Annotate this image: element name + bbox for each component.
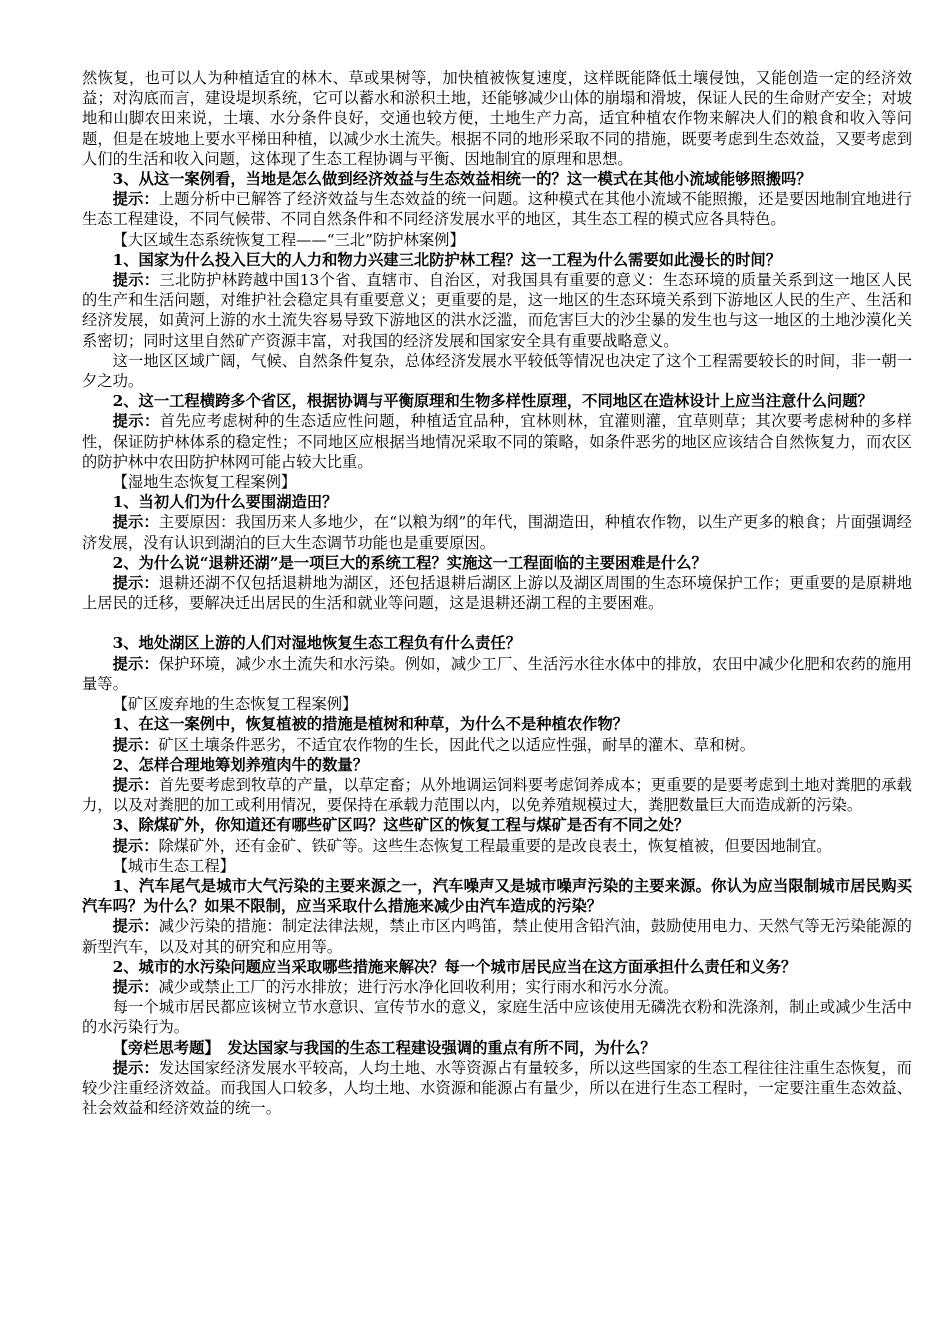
hint-paragraph — [82, 189, 912, 229]
hint-text: 保护环境，减少水土流失和水污染。例如，减少工厂、生活污水往水体中的排放，农田中减少化肥和农药的施用量等。 — [82, 654, 912, 693]
section-heading: 【湿地生态恢复工程案例】 — [112, 473, 297, 492]
question: 3、除煤矿外，你知道还有哪些矿区吗？这些矿区的恢复工程与煤矿是否有不同之处？ — [112, 816, 690, 835]
hint-text: 矿区土壤条件恶劣，不适宜农作物的生长，因此代之以适应性强，耐旱的灌木、草和树。 — [158, 735, 756, 754]
document-page — [82, 68, 912, 1118]
hint-text: 首先应考虑树种的生态适应性问题，种植适宜品种，宜林则林，宜灌则灌，宜草则草；其次要考虑树种的多样性，保证防护林体系的稳定性；不同地区应根据当地情况采取不同的策略，如条件恶劣的地区应该结合自然恢复力，而农区的防护林中农田防护林网可能占较大比重。 — [82, 412, 912, 471]
hint-label: 提示： — [112, 775, 159, 794]
hint-label: 提示： — [112, 412, 160, 431]
hint-text: 主要原因：我国历来人多地少，在“以粮为纲”的年代，围湖造田，种植农作物，以生产更多的粮食；片面强调经济发展，没有认识到湖泊的巨大生态调节功能也是重要原因。 — [82, 513, 912, 552]
hint-label: 提示： — [112, 735, 159, 754]
hint-paragraph — [82, 573, 912, 613]
hint-paragraph — [82, 735, 912, 755]
question: 1、汽车尾气是城市大气污染的主要来源之一，汽车噪声又是城市噪声污染的主要来源。你认为应当限制城市居民购买汽车吗？为什么？如果不限制，应当采取什么措施来减少由汽车造成的污染？ — [82, 876, 912, 916]
section-heading: 【城市生态工程】 — [112, 856, 235, 875]
hint-paragraph — [82, 270, 912, 351]
hint-label: 提示： — [112, 836, 159, 855]
hint-text: 上题分析中已解答了经济效益与生态效益的统一问题。这种模式在其他小流域不能照搬，还是要因地制宜地进行生态工程建设，不同气候带、不同自然条件和不同经济发展水平的地区，其生态工程的模式应各具特色。 — [82, 190, 912, 229]
hint-paragraph — [82, 512, 912, 552]
hint-paragraph — [82, 775, 912, 815]
hint-paragraph — [82, 654, 912, 694]
hint-label: 提示： — [112, 513, 159, 532]
hint-label: 提示： — [112, 190, 159, 209]
hint-text: 减少污染的措施：制定法律法规，禁止市区内鸣笛，禁止使用含铅汽油，鼓励使用电力、天然气等无污染能源的新型汽车，以及对其的研究和应用等。 — [82, 917, 912, 956]
hint-paragraph — [82, 1058, 912, 1119]
question: 3、从这一案例看，当地是怎么做到经济效益与生态效益相统一的？这一模式在其他小流域能够照搬吗？ — [112, 170, 812, 189]
hint-label: 提示： — [112, 977, 159, 996]
paragraph-text: 然恢复，也可以人为种植适宜的林木、草或果树等，加快植被恢复速度，这样既能降低土壤侵蚀，又能创造一定的经济效益；对沟底而言，建设堤坝系统，它可以蓄水和淤积土地，还能够减少山体的崩塌和滑坡，保证人民的生命财产安全；对坡地和山脚农田来说，土壤、水分条件良好，交通也较方便，土地生产力高，适宜种植农作物来解决人们的粮食和收入等问题，但是在坡地上要水平梯田种植，以减少水土流失。根据不同的地形采取不同的措施，既要考虑到生态效益，又要考虑到人们的生活和收入问题，这体现了生态工程协调与平衡、因地制宜的原理和思想。 — [82, 69, 912, 168]
paragraph — [82, 68, 912, 169]
hint-text: 退耕还湖不仅包括退耕地为湖区，还包括退耕后湖区上游以及湖区周围的生态环境保护工作；更重要的是原耕地上居民的迁移，要解决迁出居民的生活和就业等问题，这是退耕还湖工程的主要困难。 — [82, 574, 912, 613]
paragraph-text: 这一地区区域广阔，气候、自然条件复杂，总体经济发展水平较低等情况也决定了这个工程需要较长的时间，非一朝一夕之功。 — [82, 351, 912, 391]
hint-label: 提示： — [112, 917, 159, 936]
paragraph-text: 每一个城市居民都应该树立节水意识、宣传节水的意义，家庭生活中应该使用无磷洗衣粉和洗涤剂，制止或减少生活中的水污染行为。 — [82, 998, 912, 1037]
question: 2、城市的水污染问题应当采取哪些措施来解决？每一个城市居民应当在这方面承担什么责任和义务？ — [112, 957, 797, 976]
question: 3、地处湖区上游的人们对湿地恢复生态工程负有什么责任？ — [112, 634, 521, 653]
hint-paragraph — [82, 836, 912, 856]
blank-line — [82, 613, 912, 633]
question: 2、怎样合理地筹划养殖肉牛的数量？ — [112, 755, 368, 774]
hint-text: 三北防护林跨越中国13个省、直辖市、自治区，对我国具有重要的意义：生态环境的质量关系到这一地区人民的生产和生活问题，对维护社会稳定具有重要意义；更重要的是，这一地区的生态环境关系到下游地区人民的生产、生活和经济发展，如黄河上游的水土流失容易导致下游地区的洪水泛滥，而危害巨大的沙尘暴的发生也与这一地区的土地沙漠化关系密切；同时这里自然矿产资源丰富，对我国的经济发展和国家安全具有重要战略意义。 — [82, 271, 912, 350]
hint-text: 发达国家经济发展水平较高，人均土地、水等资源占有量较多，所以这些国家的生态工程往往注重生态恢复，而较少注重经济效益。而我国人口较多，人均土地、水资源和能源占有量少，所以在进行生态工程时，一定要注重生态效益、社会效益和经济效益的统一。 — [82, 1058, 912, 1118]
question: 1、当初人们为什么要围湖造田？ — [112, 493, 338, 512]
question: 2、为什么说“退耕还湖”是一项巨大的系统工程？实施这一工程面临的主要困难是什么？ — [112, 553, 707, 572]
hint-label: 提示： — [112, 574, 159, 593]
question: 1、在这一案例中，恢复植被的措施是植树和种草，为什么不是种植农作物？ — [112, 715, 629, 734]
hint-label: 提示： — [112, 654, 159, 673]
hint-paragraph — [82, 977, 912, 997]
hint-paragraph — [82, 916, 912, 956]
hint-label: 提示： — [112, 271, 160, 290]
question: 【旁栏思考题】 发达国家与我国的生态工程建设强调的重点有所不同，为什么？ — [112, 1038, 656, 1057]
hint-text: 除煤矿外，还有金矿、铁矿等。这些生态恢复工程最重要的是改良表土，恢复植被，但要因地制宜。 — [158, 836, 832, 855]
hint-text: 减少或禁止工厂的污水排放；进行污水净化回收利用；实行雨水和污水分流。 — [158, 977, 679, 996]
hint-label: 提示： — [112, 1058, 159, 1077]
question: 1、国家为什么投入巨大的人力和物力兴建三北防护林工程？这一工程为什么需要如此漫长的时间？ — [112, 250, 782, 269]
hint-paragraph — [82, 411, 912, 472]
paragraph — [82, 351, 912, 391]
section-heading: 【矿区废弃地的生态恢复工程案例】 — [112, 695, 358, 714]
paragraph — [82, 997, 912, 1037]
question: 2、这一工程横跨多个省区，根据协调与平衡原理和生物多样性原理，不同地区在造林设计上应当注意什么问题？ — [112, 392, 873, 411]
hint-text: 首先要考虑到牧草的产量，以草定畜；从外地调运饲料要考虑饲养成本；更重要的是要考虑到土地对粪肥的承载力，以及对粪肥的加工或利用情况，要保持在承载力范围以内，以免养殖规模过大，粪肥数量巨大而造成新的污染。 — [82, 775, 912, 815]
section-heading: 【大区域生态系统恢复工程——“三北”防护林案例】 — [112, 230, 465, 249]
